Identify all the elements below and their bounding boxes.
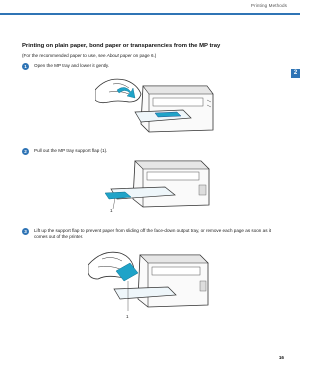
page-number: 16 — [278, 355, 284, 360]
chapter-tab: 2 — [291, 69, 300, 78]
step-number-3: 3 — [22, 228, 29, 235]
printer-support-flap-illustration — [105, 155, 215, 217]
step-number-1: 1 — [22, 63, 29, 70]
note-after: on page 6.) — [131, 53, 157, 58]
printer-open-mp-tray-illustration — [95, 72, 215, 140]
step-text-2: Pull out the MP tray support flap (1). — [34, 148, 108, 153]
note-link: About paper — [106, 53, 132, 58]
step-text-1: Open the MP tray and lower it gently. — [34, 63, 110, 68]
step-3 — [22, 228, 277, 241]
step-1 — [22, 63, 277, 69]
note-before: (For the recommended paper to use, see — [22, 53, 107, 58]
running-header: Printing Methods — [250, 3, 287, 8]
step-text-3: Lift up the support flap to prevent paper from sliding off the face-down output tray, or remove each page as soon as it comes out of the printer. — [34, 228, 272, 240]
step-2 — [22, 148, 277, 154]
printer-lift-flap-illustration — [88, 243, 213, 321]
section-note — [22, 53, 156, 58]
callout-label-1: 1 — [110, 208, 113, 213]
callout-label-3: 1 — [126, 314, 129, 319]
header-rule — [0, 13, 300, 15]
step-number-2: 2 — [22, 148, 29, 155]
section-title: Printing on plain paper, bond paper or transparencies from the MP tray — [22, 43, 221, 49]
